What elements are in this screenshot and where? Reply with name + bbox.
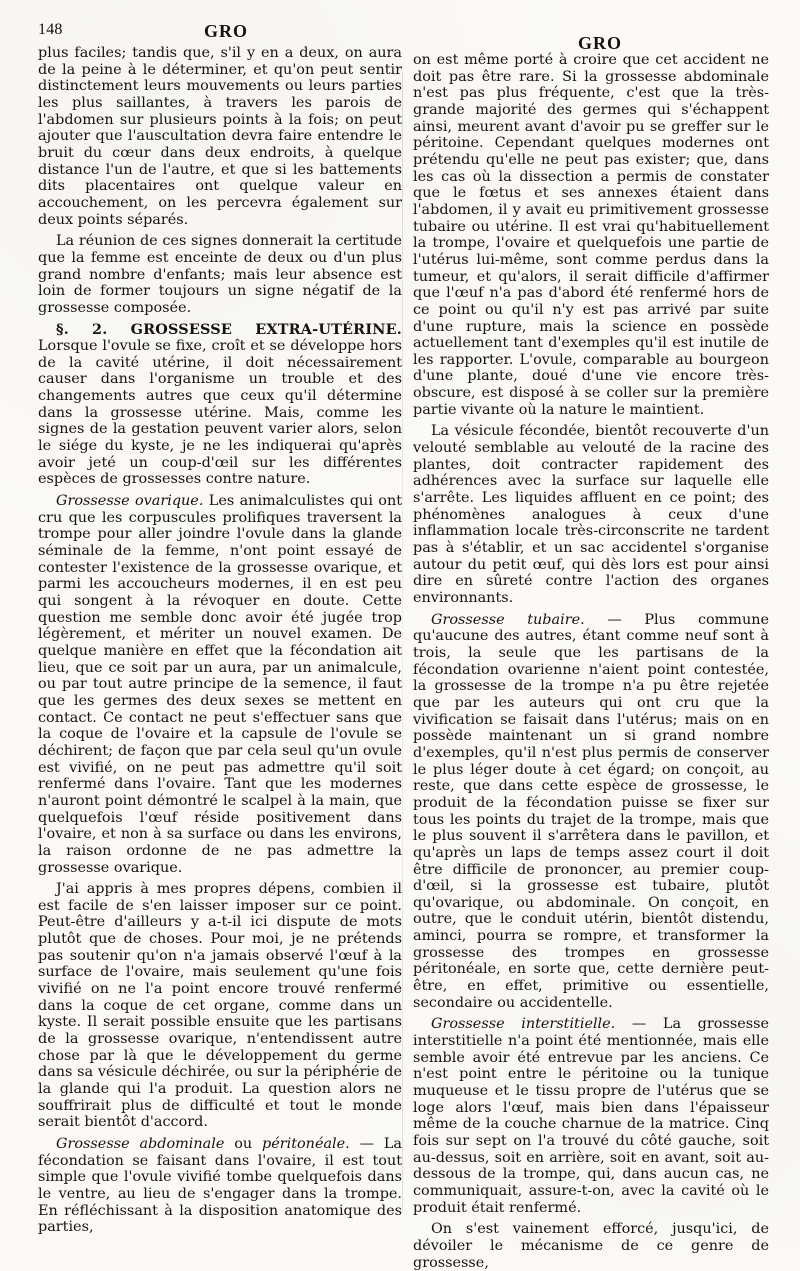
paragraph-final: On s'est vainement efforcé, jusqu'ici, de dévoiler le mécanisme de ce genre de grossesse,	[413, 1221, 769, 1271]
column-divider	[402, 72, 403, 1212]
term-tubal: Grossesse tubaire.	[431, 611, 585, 628]
term-connector: ou	[224, 1136, 263, 1152]
paragraph-certitude: La réunion de ces signes donnerait la certitude que la femme est enceinte de deux ou d'un plus grand nombre d'enfants; mais leur absence est loin de former toujours un signe négatif de la grossesse composée.	[38, 233, 402, 316]
term-ovarian: Grossesse ovarique.	[56, 493, 204, 510]
left-column	[38, 45, 403, 1236]
page-number: 148	[38, 21, 63, 38]
paragraph-continuation: on est même porté à croire que cet accident ne doit pas être rare. Si la grossesse abdominale n'est pas plus fréquente, c'est que la très-grande majorité des germes qui s'échappent ainsi, meurent avant d'avoir pu se greffer sur le péritoine. Cependant quelques modernes ont prétendu qu'elle ne peut pas exister; que, dans les cas où la dissection a permis de constater que le fœtus et ses annexes étaient dans l'abdomen, il y avait eu primitivement grossesse tubaire ou utérine. Il est vrai qu'habituellement la trompe, l'ovaire et quelquefois une partie de l'utérus lui-même, sont comme perdus dans la tumeur, et qu'alors, il serait difficile d'affirmer que l'œuf n'a pas d'abord été renfermé hors de ce point ou qu'il n'y est pas arrivé par suite d'une rupture, mais la science en possède actuellement tant d'exemples qu'il est inutile de les rapporter. L'ovule, comparable au bourgeon d'une plante, doué d'une vie encore très-obscure, est disposé à se coller sur la première partie vivante où la nature le maintient.	[413, 52, 769, 418]
right-column	[413, 52, 770, 1271]
running-head-left: GRO	[204, 21, 249, 41]
paragraph-ovarian	[38, 493, 402, 876]
paragraph-text: Les animalculistes qui ont cru que les corpuscules prolifiques traversent la trompe pour aller joindre l'ovule dans la glande séminale de la femme, n'ont point essayé de contester l'existence de la grossesse ovarique, et parmi les accoucheurs modernes, il en est peu qui songent à la révoquer en doute. Cette question me semble donc avoir été jugée trop légèrement, et mériter un nouvel examen. De quelque manière en effet que la fécondation ait lieu, que ce soit par un aura, par un animalcule, ou par tout autre principe de la semence, il faut que les germes des deux sexes se mettent en contact. Ce contact ne peut s'effectuer sans que la coque de l'ovaire et la capsule de l'ovule se déchirent; de façon que par cela seul qu'un ovule est vivifié, on ne peut pas admettre qu'il soit renfermé dans l'ovaire. Tant que les modernes n'auront point démontré le scalpel à la main, que quelquefois l'œuf réside positivement dans l'ovaire, et non à sa surface ou dans les environs, la raison ordonne de ne pas admettre la grossesse ovarique.	[38, 493, 403, 876]
paragraph-text: — Plus commune qu'aucune des autres, étant comme neuf sont à trois, la seule que les partisans de la fécondation ovarienne n'aient point contestée, la grossesse de la trompe n'a pu être rejetée que par les auteurs qui ont cru que la vivification se faisait dans l'utérus; mais on en possède maintenant un si grand nombre d'exemples, qu'il n'est plus permis de conserver le plus léger doute à cet égard; on conçoit, au reste, que dans cette espèce de grossesse, le produit de la fécondation puisse se fixer sur tous les points du trajet de la trompe, mais que le plus souvent il s'arrêtera dans le pavillon, et qu'après un laps de temps assez court il doit être difficile de prononcer, au premier coup-d'œil, si la grossesse est tubaire, plutôt qu'ovarique, ou abdominale. On conçoit, en outre, que le conduit utérin, bientôt distendu, aminci, pourra se rompre, et transformer la grossesse des trompes en grossesse péritonéale, en sorte que, cette dernière peut-être, en effet, primitive ou essentielle, secondaire ou accidentelle.	[413, 611, 770, 1011]
paragraph-text: Lorsque l'ovule se fixe, croît et se développe hors de la cavité utérine, il doit nécessairement causer dans l'organisme un trouble et des changements autres que ceux qu'il détermine dans la grossesse utérine. Mais, comme les signes de la gestation peuvent varier alors, selon le siége du kyste, je ne les indiquerai qu'après avoir jeté un coup-d'œil sur les différentes espèces de grossesses contre nature.	[38, 338, 402, 488]
paragraph-fertilized-vesicle: La vésicule fécondée, bientôt recouverte d'un velouté semblable au velouté de la racine des plantes, doit contracter rapidement des adhérences avec la surface sur laquelle elle s'arrête. Les liquides affluent en ce point; des phénomènes analogues à ceux d'une inflammation locale très-circonscrite ne tardent pas à s'établir, et un sac accidentel s'organise autour du petit œuf, qui dès lors est pour ainsi dire en sûreté contre l'action des organes environnants.	[413, 423, 769, 606]
paragraph-text: — La fécondation se faisant dans l'ovaire, il est tout simple que l'ovule vivifié tombe quelquefois dans le ventre, au lieu de s'engager dans la trompe. En réfléchissant à la disposition anatomique des parties,	[38, 1136, 402, 1236]
paragraph-text: — La grossesse interstitielle n'a point été mentionnée, mais elle semble avoir été entrevue par les anciens. Ce n'est point entre le péritoine ou la tunique muqueuse et le tissu propre de l'utérus que se loge alors l'œuf, mais bien dans l'épaisseur même de la couche charnue de la matrice. Cinq fois sur sept on l'a trouvé du côté gauche, soit au-dessus, soit en arrière, soit en avant, soit au-dessous de la trompe, qui, dans aucun cas, ne communiquait, assure-t-on, avec la cavité où le produit était renfermé.	[413, 1016, 770, 1216]
paragraph-extra-uterine	[38, 322, 402, 489]
paragraph-continuation: plus faciles; tandis que, s'il y en a deux, on aura de la peine à le déterminer, et qu'on peut sentir distinctement leurs mouvements ou leurs parties les plus saillantes, à travers les parois de l'abdomen sur plusieurs points à la fois; on peut ajouter que l'auscultation devra faire entendre le bruit du cœur dans deux endroits, à quelque distance l'un de l'autre, et que si les battements dits placentaires ont quelque valeur en accouchement, on les percevra également sur deux points séparés.	[38, 45, 402, 228]
term-abdominal: Grossesse abdominale	[56, 1136, 225, 1152]
section-heading: §. 2. GROSSESSE EXTRA-UTÉRINE.	[56, 320, 402, 338]
term-peritoneal: péritonéale.	[262, 1136, 350, 1152]
paragraph-abdominal	[38, 1136, 402, 1236]
paragraph-own-expense: J'ai appris à mes propres dépens, combien il est facile de s'en laisser imposer sur ce point. Peut-être d'ailleurs y a-t-il ici dispute de mots plutôt que de choses. Pour moi, je ne prétends pas soutenir qu'on n'a jamais observé l'œuf à la surface de l'ovaire, mais seulement qu'une fois vivifié on ne l'a point encore trouvé renfermé dans la coque de cet organe, comme dans un kyste. Il serait possible ensuite que les partisans de la grossesse ovarique, n'entendissent autre chose par là que le développement du germe dans sa vésicule déchirée, ou sur la périphérie de la glande qui l'a produit. La question alors ne souffrirait plus de difficulté et tout le monde serait bientôt d'accord.	[38, 881, 402, 1131]
running-head-right: GRO	[578, 33, 623, 53]
paragraph-interstitial	[413, 1016, 769, 1216]
term-interstitial: Grossesse interstitielle.	[431, 1016, 616, 1033]
paragraph-tubal	[413, 612, 769, 1012]
